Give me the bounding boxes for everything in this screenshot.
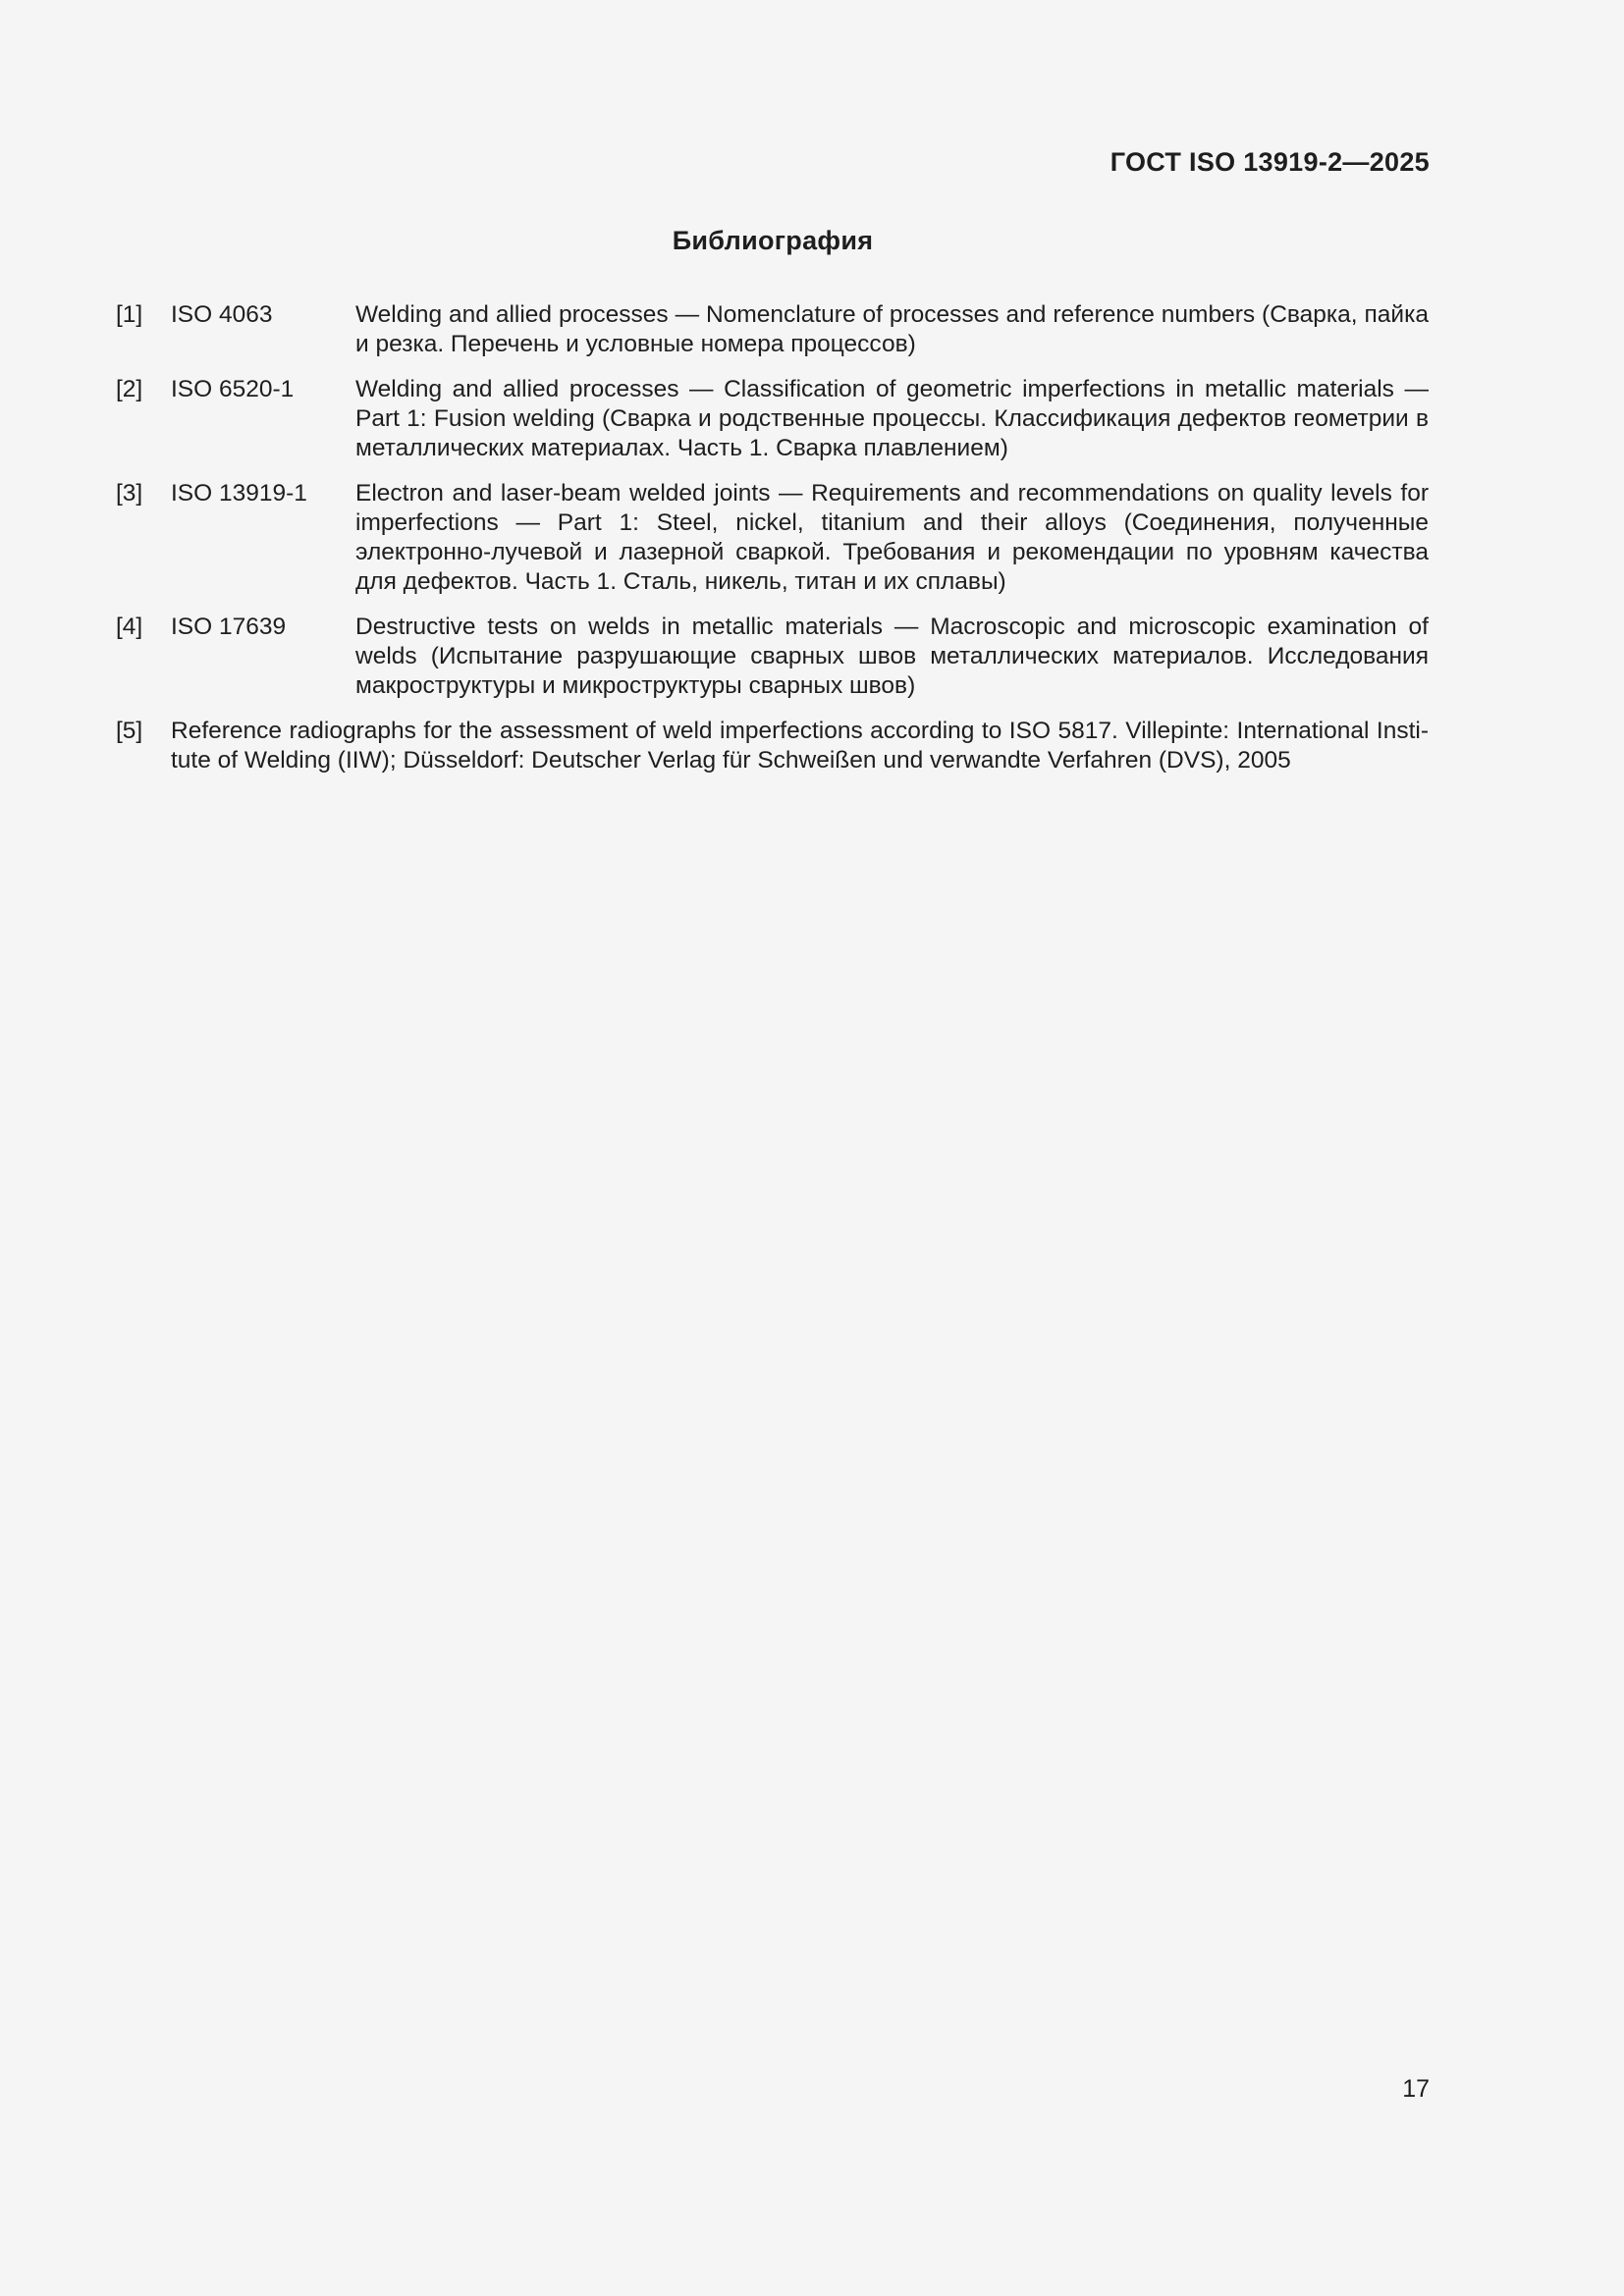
entry-standard-code: ISO 6520-1	[171, 376, 295, 402]
bibliography-entry	[116, 479, 1429, 597]
entry-title: Reference radiographs for the assessment of weld imperfections according to ISO 5817. Villepinte: International Institute of Welding (IIW); Düsseldorf: Deutscher Verlag für Schweißen und verwandte Verfahren (DVS), 2005	[171, 718, 1429, 774]
entry-number: [2]	[116, 376, 143, 402]
bibliography-entry	[116, 375, 1429, 463]
entry-title: Destructive tests on welds in metallic materials — Macroscopic and microscopic examination of welds (Испытание разрушающие сварных швов металлических материалов. Исследования макроструктуры и микроструктуры сварных швов)	[355, 614, 1429, 699]
entry-title: Welding and allied processes — Nomenclature of processes and reference numbers (Сварка, пайка и резка. Перечень и условные номера процессов)	[355, 301, 1429, 357]
entry-standard-code: ISO 17639	[171, 614, 287, 640]
bibliography-title: Библиография	[672, 226, 874, 255]
entry-title: Welding and allied processes — Classification of geometric imperfections in metallic materials — Part 1: Fusion welding (Сварка и родственные процессы. Классификация дефектов геометрии в металлических материалах. Часть 1. Сварка плавлением)	[355, 376, 1429, 461]
entry-standard-code: ISO 4063	[171, 301, 273, 328]
entry-title: Electron and laser-beam welded joints — Requirements and recommendations on quality levels for imperfections — Part 1: Steel, nickel, titanium and their alloys (Соединения, полученные электронно-лучевой и лазерной сваркой. Требования и рекомендации по уровням качества для дефектов. Часть 1. Сталь, никель, титан и их сплавы)	[355, 480, 1429, 595]
bibliography-entry	[116, 613, 1429, 701]
entry-number: [4]	[116, 614, 143, 640]
entry-number: [3]	[116, 480, 143, 507]
page-number: 17	[1402, 2075, 1430, 2103]
entry-standard-code: ISO 13919-1	[171, 480, 307, 507]
bibliography-list	[116, 300, 1429, 791]
bibliography-entry	[116, 717, 1429, 775]
entry-number: [1]	[116, 301, 143, 328]
entry-number: [5]	[116, 718, 143, 744]
document-id-header: ГОСТ ISO 13919-2—2025	[1110, 147, 1430, 177]
bibliography-entry	[116, 300, 1429, 359]
